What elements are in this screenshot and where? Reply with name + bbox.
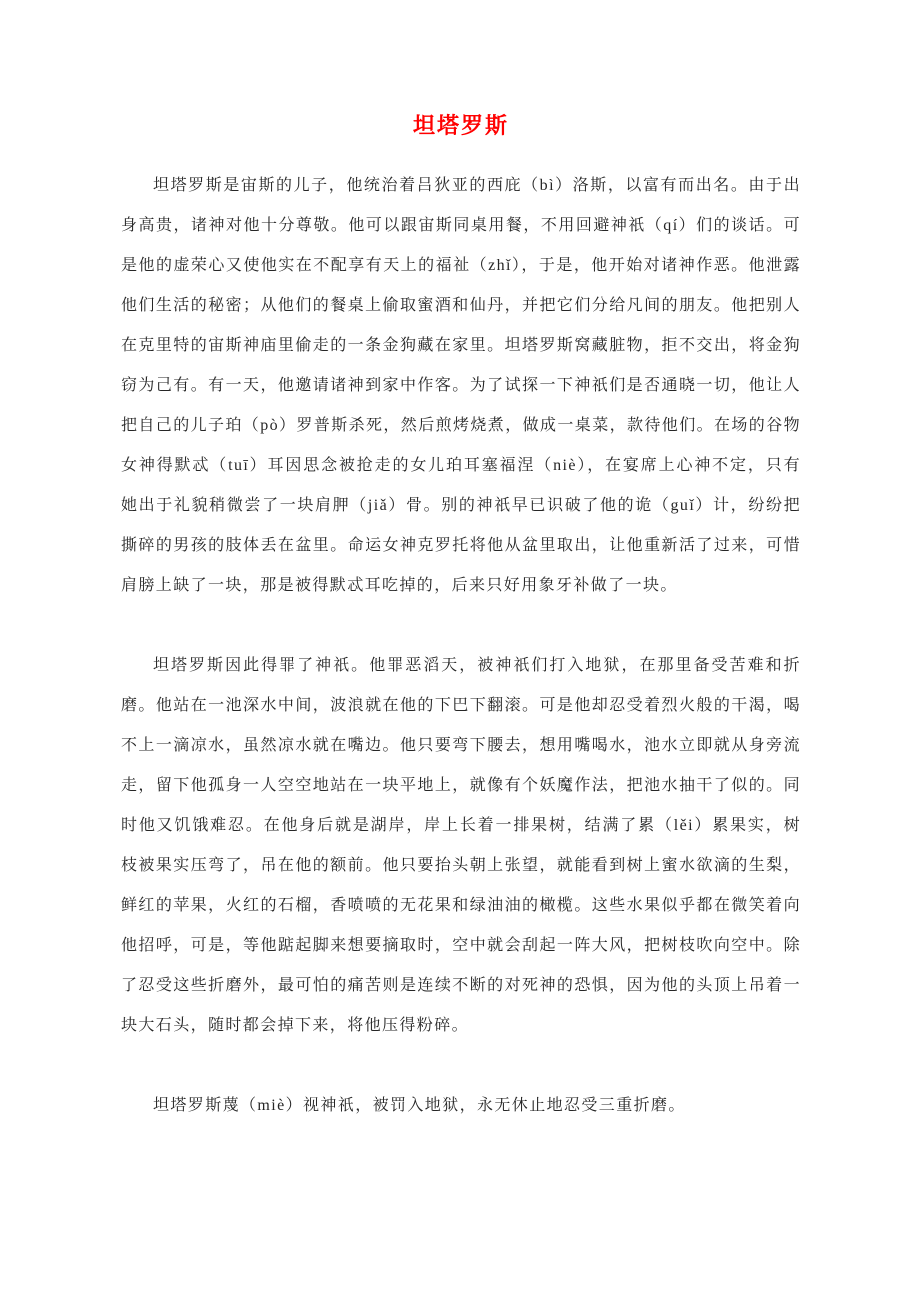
paragraph-3: 坦塔罗斯蔑（miè）视神祇，被罚入地狱，永无休止地忍受三重折磨。: [153, 1097, 686, 1114]
paragraph-1: 坦塔罗斯是宙斯的儿子，他统治着吕狄亚的西庇（bì）洛斯，以富有而出名。由于出身高贵，诸神对他十分尊敬。他可以跟宙斯同桌用餐，不用回避神祇（qí）们的谈话。可是他的虚荣心又使他实在不配享有天上的福祉（zhǐ），于是，他开始对诸神作恶。他泄露他们生活的秘密；从他们的餐桌上偷取蜜酒和仙丹，并把它们分给凡间的朋友。他把别人在克里特的宙斯神庙里偷走的一条金狗藏在家里。坦塔罗斯窝藏脏物，拒不交出，将金狗窃为己有。有一天，他邀请诸神到家中作客。为了试探一下神祇们是否通晓一切，他让人把自己的儿子珀（pò）罗普斯杀死，然后煎烤烧煮，做成一桌菜，款待他们。在场的谷物女神得默忒（tuī）耳因思念被抢走的女儿珀耳塞福涅（niè），在宴席上心神不定，只有她出于礼貌稍微尝了一块肩胛（jiǎ）骨。别的神祇早已识破了他的诡（guǐ）计，纷纷把撕碎的男孩的肢体丢在盆里。命运女神克罗托将他从盆里取出，让他重新活了过来，可惜肩膀上缺了一块，那是被得默忒耳吃掉的，后来只好用象牙补做了一块。: [121, 177, 802, 594]
document-title: 坦塔罗斯: [412, 113, 509, 138]
paragraph-2: 坦塔罗斯因此得罪了神祇。他罪恶滔天，被神祇们打入地狱，在那里备受苦难和折磨。他站在一池深水中间，波浪就在他的下巴下翻滚。可是他却忍受着烈火般的干渴，喝不上一滴凉水，虽然凉水就在嘴边。他只要弯下腰去，想用嘴喝水，池水立即就从身旁流走，留下他孤身一人空空地站在一块平地上，就像有个妖魔作法，把池水抽干了似的。同时他又饥饿难忍。在他身后就是湖岸，岸上长着一排果树，结满了累（lěi）累果实，树枝被果实压弯了，吊在他的额前。他只要抬头朝上张望，就能看到树上蜜水欲滴的生梨，鲜红的苹果，火红的石榴，香喷喷的无花果和绿油油的橄榄。这些水果似乎都在微笑着向他招呼，可是，等他踮起脚来想要摘取时，空中就会刮起一阵大风，把树枝吹向空中。除了忍受这些折磨外，最可怕的痛苦则是连续不断的对死神的恐惧，因为他的头顶上吊着一块大石头，随时都会掉下来，将他压得粉碎。: [121, 657, 801, 1034]
document-body: [121, 166, 801, 1126]
